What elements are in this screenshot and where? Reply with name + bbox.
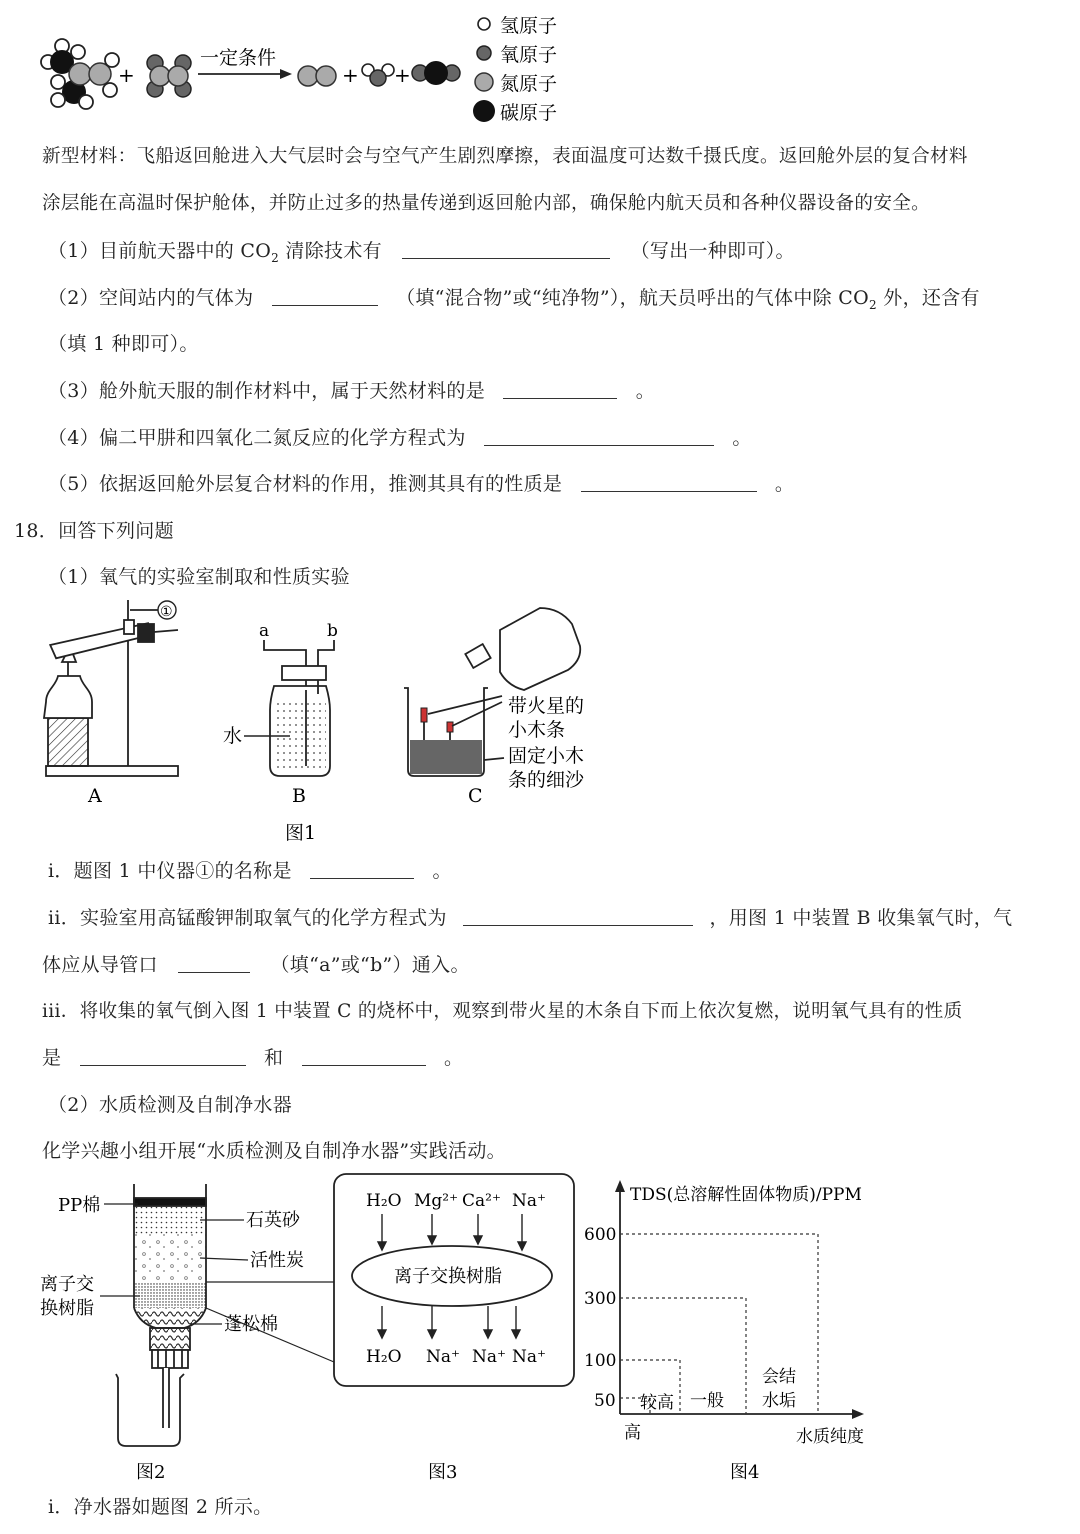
tube-b-label: b bbox=[327, 621, 338, 641]
legend-nitrogen: 氮原子 bbox=[500, 73, 558, 95]
answer-blank[interactable] bbox=[402, 240, 610, 259]
figure-2-purifier bbox=[116, 1184, 206, 1446]
q17-5: （5）依据返回舱外层复合材料的作用，推测其具有的性质是 。 bbox=[48, 473, 795, 495]
answer-blank[interactable] bbox=[178, 954, 250, 973]
resin-label-1: 离子交 bbox=[40, 1274, 94, 1295]
q18-1-ii-cont: 体应从导管口 （填“a”或“b”）通入。 bbox=[42, 954, 470, 976]
sand-text-1: 固定小木 bbox=[508, 745, 585, 767]
water-label: 水 bbox=[223, 725, 243, 747]
figure-1-caption: 图1 bbox=[285, 822, 317, 844]
activated-carbon-label: 活性炭 bbox=[250, 1250, 304, 1271]
answer-blank[interactable] bbox=[484, 427, 714, 446]
fluffy-cotton-label: 蓬松棉 bbox=[224, 1314, 278, 1335]
atom-legend bbox=[473, 15, 557, 124]
quartz-sand-label: 石英砂 bbox=[246, 1210, 300, 1231]
region-label-normal: 一般 bbox=[690, 1391, 724, 1411]
region-label-scale-2: 水垢 bbox=[762, 1391, 796, 1411]
label-c: C bbox=[468, 785, 483, 807]
product-h2o-molecule bbox=[362, 64, 394, 86]
ion-top-h2o: H₂O bbox=[366, 1191, 402, 1211]
tick-50: 50 bbox=[594, 1391, 616, 1411]
ion-top-ca: Ca²⁺ bbox=[462, 1191, 501, 1211]
answer-blank[interactable] bbox=[463, 907, 693, 926]
plus-sign: + bbox=[342, 63, 359, 87]
splint-text-2: 小木条 bbox=[508, 719, 566, 741]
reactant-1-molecule bbox=[41, 39, 119, 109]
q17-3: （3）舱外航天服的制作材料中，属于天然材料的是 。 bbox=[48, 380, 655, 402]
figure-3-caption: 图3 bbox=[428, 1462, 458, 1483]
answer-blank[interactable] bbox=[302, 1047, 426, 1066]
q17-1: （1）目前航天器中的 $CO_2$ 清除技术有 （写出一种即可）。 bbox=[48, 240, 795, 265]
q18-intro: 化学兴趣小组开展“水质检测及自制净水器”实践活动。 bbox=[42, 1140, 506, 1162]
q18-2-i: i．净水器如题图 2 所示。 bbox=[48, 1496, 273, 1518]
pp-cotton-label: PP棉 bbox=[58, 1195, 101, 1216]
plus-sign: + bbox=[394, 63, 411, 87]
q17-4: （4）偏二甲肼和四氧化二氮反应的化学方程式为 。 bbox=[48, 427, 752, 449]
q18-part2: （2）水质检测及自制净水器 bbox=[48, 1094, 292, 1116]
q18-title: 18．回答下列问题 bbox=[14, 520, 174, 542]
region-line-600 bbox=[620, 1234, 818, 1414]
reaction-condition: 一定条件 bbox=[200, 47, 277, 69]
ion-bottom-na-2: Na⁺ bbox=[472, 1347, 506, 1367]
legend-hydrogen: 氢原子 bbox=[500, 15, 558, 37]
q17-2-cont: （填 1 种即可）。 bbox=[48, 333, 199, 355]
ion-bottom-h2o: H₂O bbox=[366, 1347, 402, 1367]
origin-label: 高 bbox=[624, 1423, 641, 1443]
ion-bottom-na-3: Na⁺ bbox=[512, 1347, 546, 1367]
q18-1-iii-cont: 是 和 。 bbox=[42, 1047, 464, 1069]
product-n2-molecule bbox=[298, 66, 336, 86]
product-co2-molecule bbox=[412, 61, 460, 85]
ion-top-mg: Mg²⁺ bbox=[414, 1191, 459, 1211]
material-paragraph-line1: 新型材料：飞船返回舱进入大气层时会与空气产生剧烈摩擦，表面温度可达数千摄氏度。返回舱外层的复合材料 bbox=[42, 146, 968, 167]
legend-oxygen: 氧原子 bbox=[500, 44, 558, 66]
ion-bottom-na-1: Na⁺ bbox=[426, 1347, 460, 1367]
label-b: B bbox=[292, 785, 306, 807]
figure-2-caption: 图2 bbox=[136, 1462, 166, 1483]
resin-label-2: 换树脂 bbox=[40, 1298, 94, 1319]
tube-a-label: a bbox=[259, 621, 270, 641]
apparatus-a bbox=[44, 600, 178, 776]
region-label-high: 较高 bbox=[640, 1393, 674, 1413]
answer-blank[interactable] bbox=[80, 1047, 246, 1066]
figure-4-caption: 图4 bbox=[730, 1462, 760, 1483]
q18-1-i: i．题图 1 中仪器①的名称是 。 bbox=[48, 860, 452, 882]
tick-300: 300 bbox=[584, 1289, 617, 1309]
q18-part1: （1）氧气的实验室制取和性质实验 bbox=[48, 566, 350, 588]
reactant-2-molecule bbox=[147, 55, 191, 97]
region-label-scale-1: 会结 bbox=[762, 1367, 796, 1387]
material-paragraph-line2: 涂层能在高温时保护舱体，并防止过多的热量传递到返回舱内部，确保舱内航天员和各种仪器设备的安全。 bbox=[42, 193, 931, 214]
resin-center-label: 离子交换树脂 bbox=[394, 1266, 502, 1287]
q18-1-ii: ii．实验室用高锰酸钾制取氧气的化学方程式为 ，用图 1 中装置 B 收集氧气时，气 bbox=[48, 907, 1013, 929]
splint-text-1: 带火星的 bbox=[508, 695, 585, 717]
answer-blank[interactable] bbox=[272, 287, 378, 306]
answer-blank[interactable] bbox=[581, 473, 757, 492]
q18-1-iii: iii．将收集的氧气倒入图 1 中装置 C 的烧杯中，观察到带火星的木条自下而上依次复燃，说明氧气具有的性质 bbox=[42, 1001, 963, 1022]
q17-2: （2）空间站内的气体为 （填“混合物”或“纯净物”），航天员呼出的气体中除 $CO_2$ 外，还含有 bbox=[48, 287, 980, 312]
y-axis-label: TDS(总溶解性固体物质)/PPM bbox=[630, 1185, 862, 1205]
figures-2-3-4 bbox=[0, 1166, 1080, 1496]
sand-text-2: 条的细沙 bbox=[508, 769, 585, 791]
region-line-300 bbox=[620, 1298, 746, 1414]
ion-top-na: Na⁺ bbox=[512, 1191, 546, 1211]
label-a: A bbox=[88, 785, 102, 807]
answer-blank[interactable] bbox=[503, 380, 617, 399]
legend-carbon: 碳原子 bbox=[500, 102, 558, 124]
figure-4-chart bbox=[584, 1180, 864, 1447]
x-axis-label: 水质纯度 bbox=[796, 1427, 864, 1447]
answer-blank[interactable] bbox=[310, 860, 414, 879]
reaction-diagram bbox=[0, 0, 580, 130]
instrument-marker: ① bbox=[160, 604, 173, 620]
tick-100: 100 bbox=[584, 1351, 617, 1371]
plus-sign: + bbox=[118, 63, 135, 87]
tick-600: 600 bbox=[584, 1225, 617, 1245]
figure-1 bbox=[0, 590, 640, 850]
